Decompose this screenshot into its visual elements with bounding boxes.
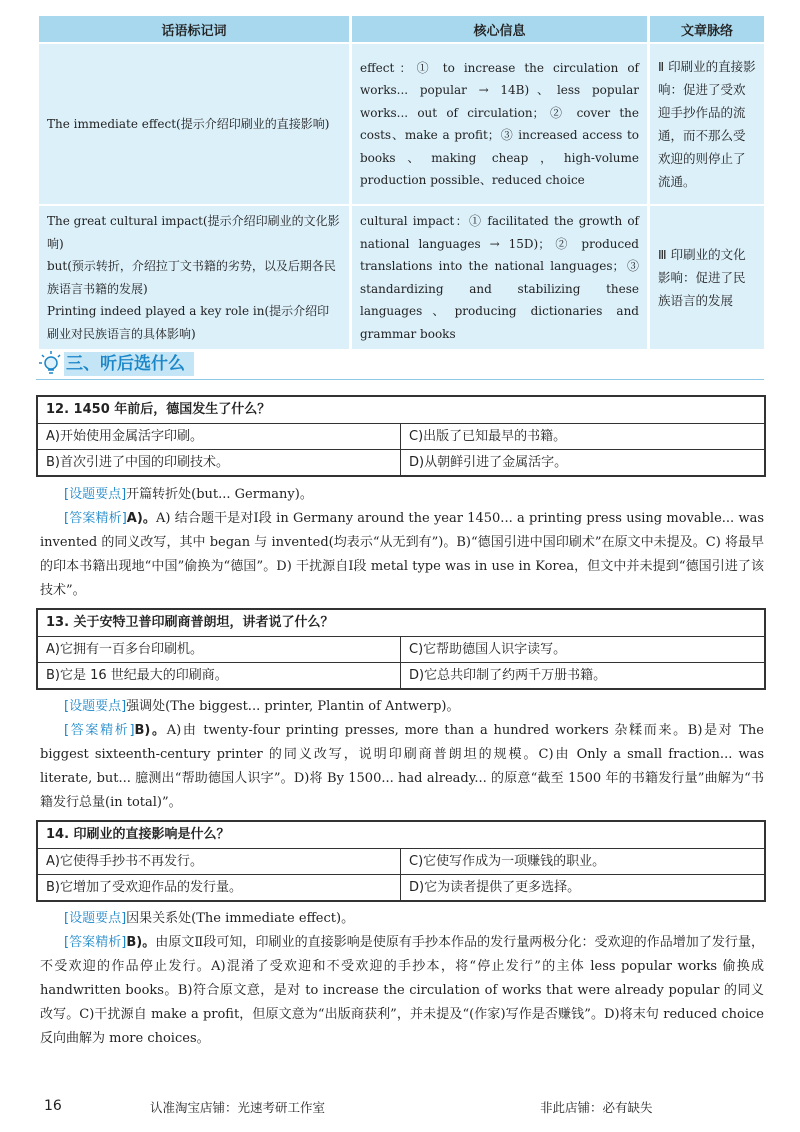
question-14-option-c: C)它使写作成为一项赚钱的职业。: [409, 854, 606, 869]
header-core-info: 核心信息: [352, 16, 647, 42]
discourse-marker-table: [36, 14, 767, 351]
question-14-answer-tag: [答案精析]: [64, 935, 127, 950]
question-12-option-b: B)首次引进了中国的印刷技术。: [38, 450, 401, 475]
question-13-row-1: [38, 637, 764, 663]
question-14-point-tag: [设题要点]: [64, 911, 127, 926]
question-13-answer-tag: [答案精析]: [64, 723, 135, 738]
row1-structure: Ⅱ 印刷业的直接影响：促进了受欢迎手抄作品的流通，而不那么受欢迎的则停止了流通。: [650, 44, 764, 204]
section-divider: [36, 379, 764, 380]
question-12-option-d: D)从朝鲜引进了金属活字。: [409, 455, 568, 470]
question-13-point: 强调处(The biggest... printer, Plantin of Antwerp)。: [126, 699, 460, 714]
footer-right: 非此店铺：必有缺失: [540, 1100, 653, 1115]
row2-marker-c: Printing indeed played a key role in(提示介绍印刷业对民族语言的具体影响): [47, 304, 330, 341]
question-14-option-a: A)它使得手抄书不再发行。: [38, 849, 401, 874]
question-14-box: [36, 820, 766, 902]
row2-marker-a: The great cultural impact(提示介绍印刷业的文化影响): [47, 214, 340, 251]
question-14-option-b: B)它增加了受欢迎作品的发行量。: [38, 875, 401, 900]
question-13-explanation: [40, 695, 764, 815]
question-13-answer: B)。: [134, 723, 167, 738]
question-12-title: 12. 1450 年前后，德国发生了什么？: [38, 397, 764, 424]
question-14-row-1: [38, 849, 764, 875]
question-14-point: 因果关系处(The immediate effect)。: [126, 911, 355, 926]
page-number: 16: [44, 1098, 62, 1114]
question-12-point-tag: [设题要点]: [64, 487, 127, 502]
question-14-option-d: D)它为读者提供了更多选择。: [409, 880, 581, 895]
question-12-answer: A)。: [126, 511, 157, 526]
section-title: 三、听后选什么: [66, 354, 185, 374]
question-13-point-tag: [设题要点]: [64, 699, 127, 714]
question-12-point: 开篇转折处(but... Germany)。: [126, 487, 313, 502]
question-14-row-2: [38, 875, 764, 900]
header-markers: 话语标记词: [39, 16, 349, 42]
row1-core: effect：① to increase the circulation of works... popular → 14B)、less popular works... out of circulation；② cover the costs、make a profit；③ increased access to books、making cheap，high-volume production possible、reduced choice: [352, 44, 647, 204]
question-14-analysis: 由原文Ⅱ段可知，印刷业的直接影响是使原有手抄本作品的发行量两极分化：受欢迎的作品增加了发行量，不受欢迎的作品停止发行。A)混淆了受欢迎和不受欢迎的手抄本，将“停止发行”的主体 less popular works 偷换成 handwritten books。B)符合原文意，是对 to increase the circulation of works that were already popular 的同义改写。C)干扰源自 make a profit，但原文意为“出版商获利”，并未提及“(作家)写作是否赚钱”。D)将末句 reduced choice 反向曲解为 more choices。: [40, 935, 764, 1046]
question-13-option-c: C)它帮助德国人识字读写。: [409, 642, 567, 657]
question-13-row-2: [38, 663, 764, 688]
question-13-option-d: D)它总共印制了约两千万册书籍。: [409, 668, 607, 683]
question-14-title: 14. 印刷业的直接影响是什么？: [38, 822, 764, 849]
row1-marker: The immediate effect(提示介绍印刷业的直接影响): [39, 44, 349, 204]
question-12-row-1: [38, 424, 764, 450]
question-12-analysis: A) 结合题干是对Ⅰ段 in Germany around the year 1450... a printing press using movable... was invented 的同义改写，其中 began 与 invented(均表示“从无到有”)。B)“德国引进中国印刷术”在原文中未提及。C) 将最早的印本书籍出现地“中国”偷换为“德国”。D) 干扰源自Ⅰ段 metal type was in use in Korea，但文中并未提到“德国引进了该技术”。: [40, 511, 764, 598]
question-13-option-b: B)它是 16 世纪最大的印刷商。: [38, 663, 401, 688]
row2-structure: Ⅲ 印刷业的文化影响：促进了民族语言的发展: [650, 206, 764, 349]
question-12-answer-tag: [答案精析]: [64, 511, 127, 526]
header-structure: 文章脉络: [650, 16, 764, 42]
footer-left: 认准淘宝店铺：光速考研工作室: [150, 1100, 326, 1115]
question-12-explanation: [40, 483, 764, 603]
question-12-option-a: A)开始使用金属活字印刷。: [38, 424, 401, 449]
question-14-explanation: [40, 907, 764, 1051]
question-12-row-2: [38, 450, 764, 475]
question-13-option-a: A)它拥有一百多台印刷机。: [38, 637, 401, 662]
question-14-answer: B)。: [126, 935, 156, 950]
row2-core: cultural impact：① facilitated the growth of national languages → 15D)；② produced translations into the national languages；③ standardizing and stabilizing these languages、producing dictionaries and grammar books: [352, 206, 647, 349]
question-13-analysis: A)由 twenty-four printing presses, more than a hundred workers 杂糅而来。B)是对 The biggest sixteenth-century printer 的同义改写，说明印刷商普朗坦的规模。C)由 Only a small fraction... was literate, but... 臆测出“帮助德国人识字”。D)将 By 1500... had already... 的原意“截至 1500 年的书籍发行量”曲解为“书籍发行总量(in total)”。: [40, 723, 764, 810]
question-12-option-c: C)出版了已知最早的书籍。: [409, 429, 567, 444]
question-13-title: 13. 关于安特卫普印刷商普朗坦，讲者说了什么？: [38, 610, 764, 637]
row2-marker-b: but(预示转折，介绍拉丁文书籍的劣势，以及后期各民族语言书籍的发展): [47, 259, 336, 296]
lightbulb-icon: [38, 350, 64, 376]
question-13-box: [36, 608, 766, 690]
row2-marker: [39, 206, 349, 349]
question-12-box: [36, 395, 766, 477]
